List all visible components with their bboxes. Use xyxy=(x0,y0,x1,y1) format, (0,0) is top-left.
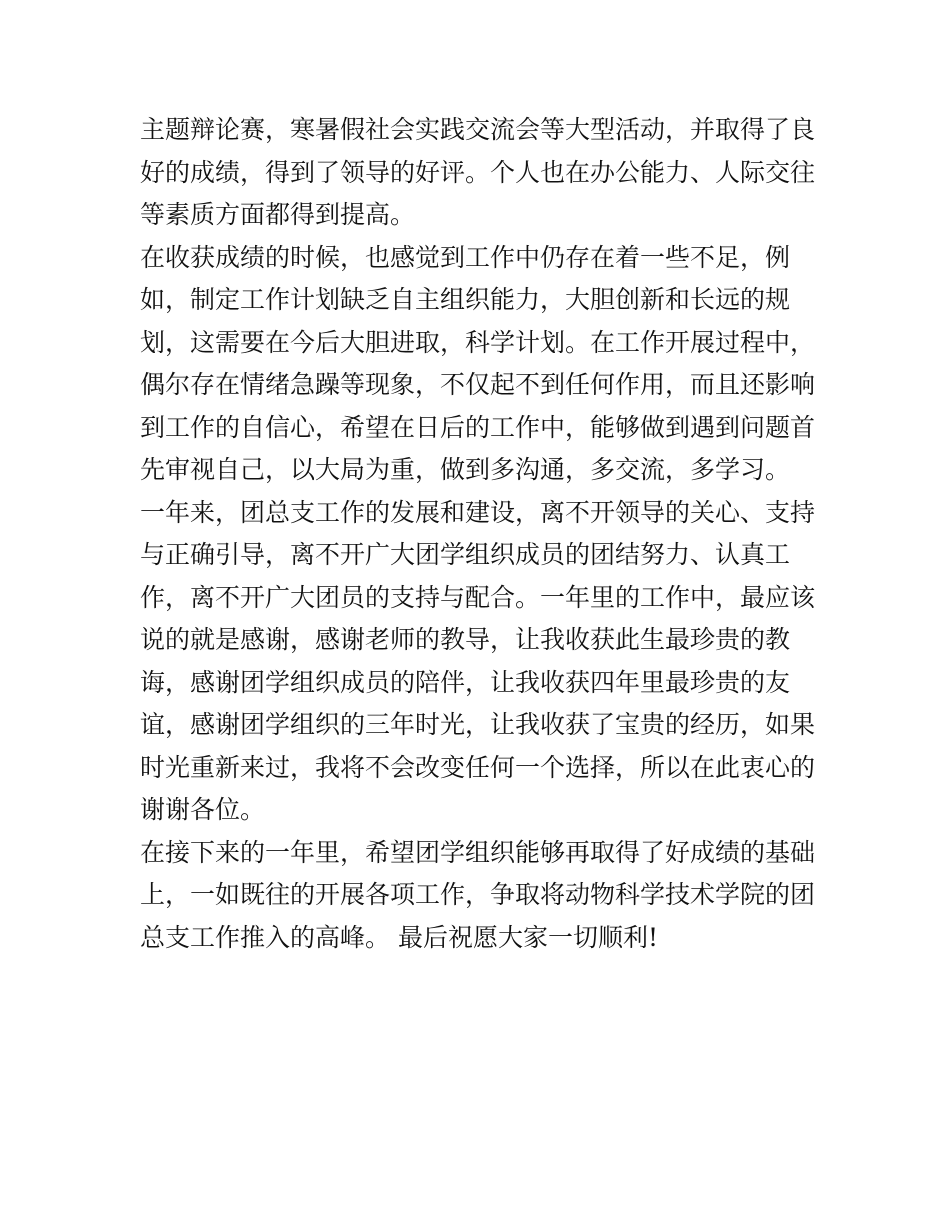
text-line: 到工作的自信心，希望在日后的工作中，能够做到遇到问题首 xyxy=(140,412,816,442)
text-line: 主题辩论赛，寒暑假社会实践交流会等大型活动，并取得了良 xyxy=(140,115,816,144)
text-line: 谊，感谢团学组织的三年时光，让我收获了宝贵的经历，如果 xyxy=(140,710,816,739)
text-line: 等素质方面都得到提高。 xyxy=(140,200,416,229)
text-line: 划，这需要在今后大胆进取，科学计划。在工作开展过程中， xyxy=(140,327,816,357)
text-line: 上，一如既往的开展各项工作，争取将动物科学技术学院的团 xyxy=(140,880,816,909)
text-line: 时光重新来过，我将不会改变任何一个选择，所以在此衷心的 xyxy=(140,752,816,782)
text-line: 谢谢各位。 xyxy=(140,795,266,824)
text-line: 在收获成绩的时候，也感觉到工作中仍存在着一些不足，例 xyxy=(140,242,791,272)
text-line: 偶尔存在情绪急躁等现象，不仅起不到任何作用，而且还影响 xyxy=(140,370,816,399)
text-line: 作，离不开广大团员的支持与配合。一年里的工作中，最应该 xyxy=(140,582,816,612)
text-line: 与正确引导，离不开广大团学组织成员的团结努力、认真工 xyxy=(140,540,791,569)
text-line: 一年来，团总支工作的发展和建设，离不开领导的关心、支持 xyxy=(140,497,816,527)
text-line: 好的成绩，得到了领导的好评。个人也在办公能力、人际交往 xyxy=(140,157,816,187)
text-line: 先审视自己，以大局为重，做到多沟通，多交流，多学习。 xyxy=(140,455,791,484)
document-body xyxy=(140,109,820,959)
text-line: 总支工作推入的高峰。 最后祝愿大家一切顺利! xyxy=(140,922,658,952)
text-line: 诲，感谢团学组织成员的陪伴，让我收获四年里最珍贵的友 xyxy=(140,667,791,697)
text-line: 说的就是感谢，感谢老师的教导，让我收获此生最珍贵的教 xyxy=(140,625,791,654)
text-line: 如，制定工作计划缺乏自主组织能力，大胆创新和长远的规 xyxy=(140,285,791,314)
text-line: 在接下来的一年里，希望团学组织能够再取得了好成绩的基础 xyxy=(140,837,816,867)
